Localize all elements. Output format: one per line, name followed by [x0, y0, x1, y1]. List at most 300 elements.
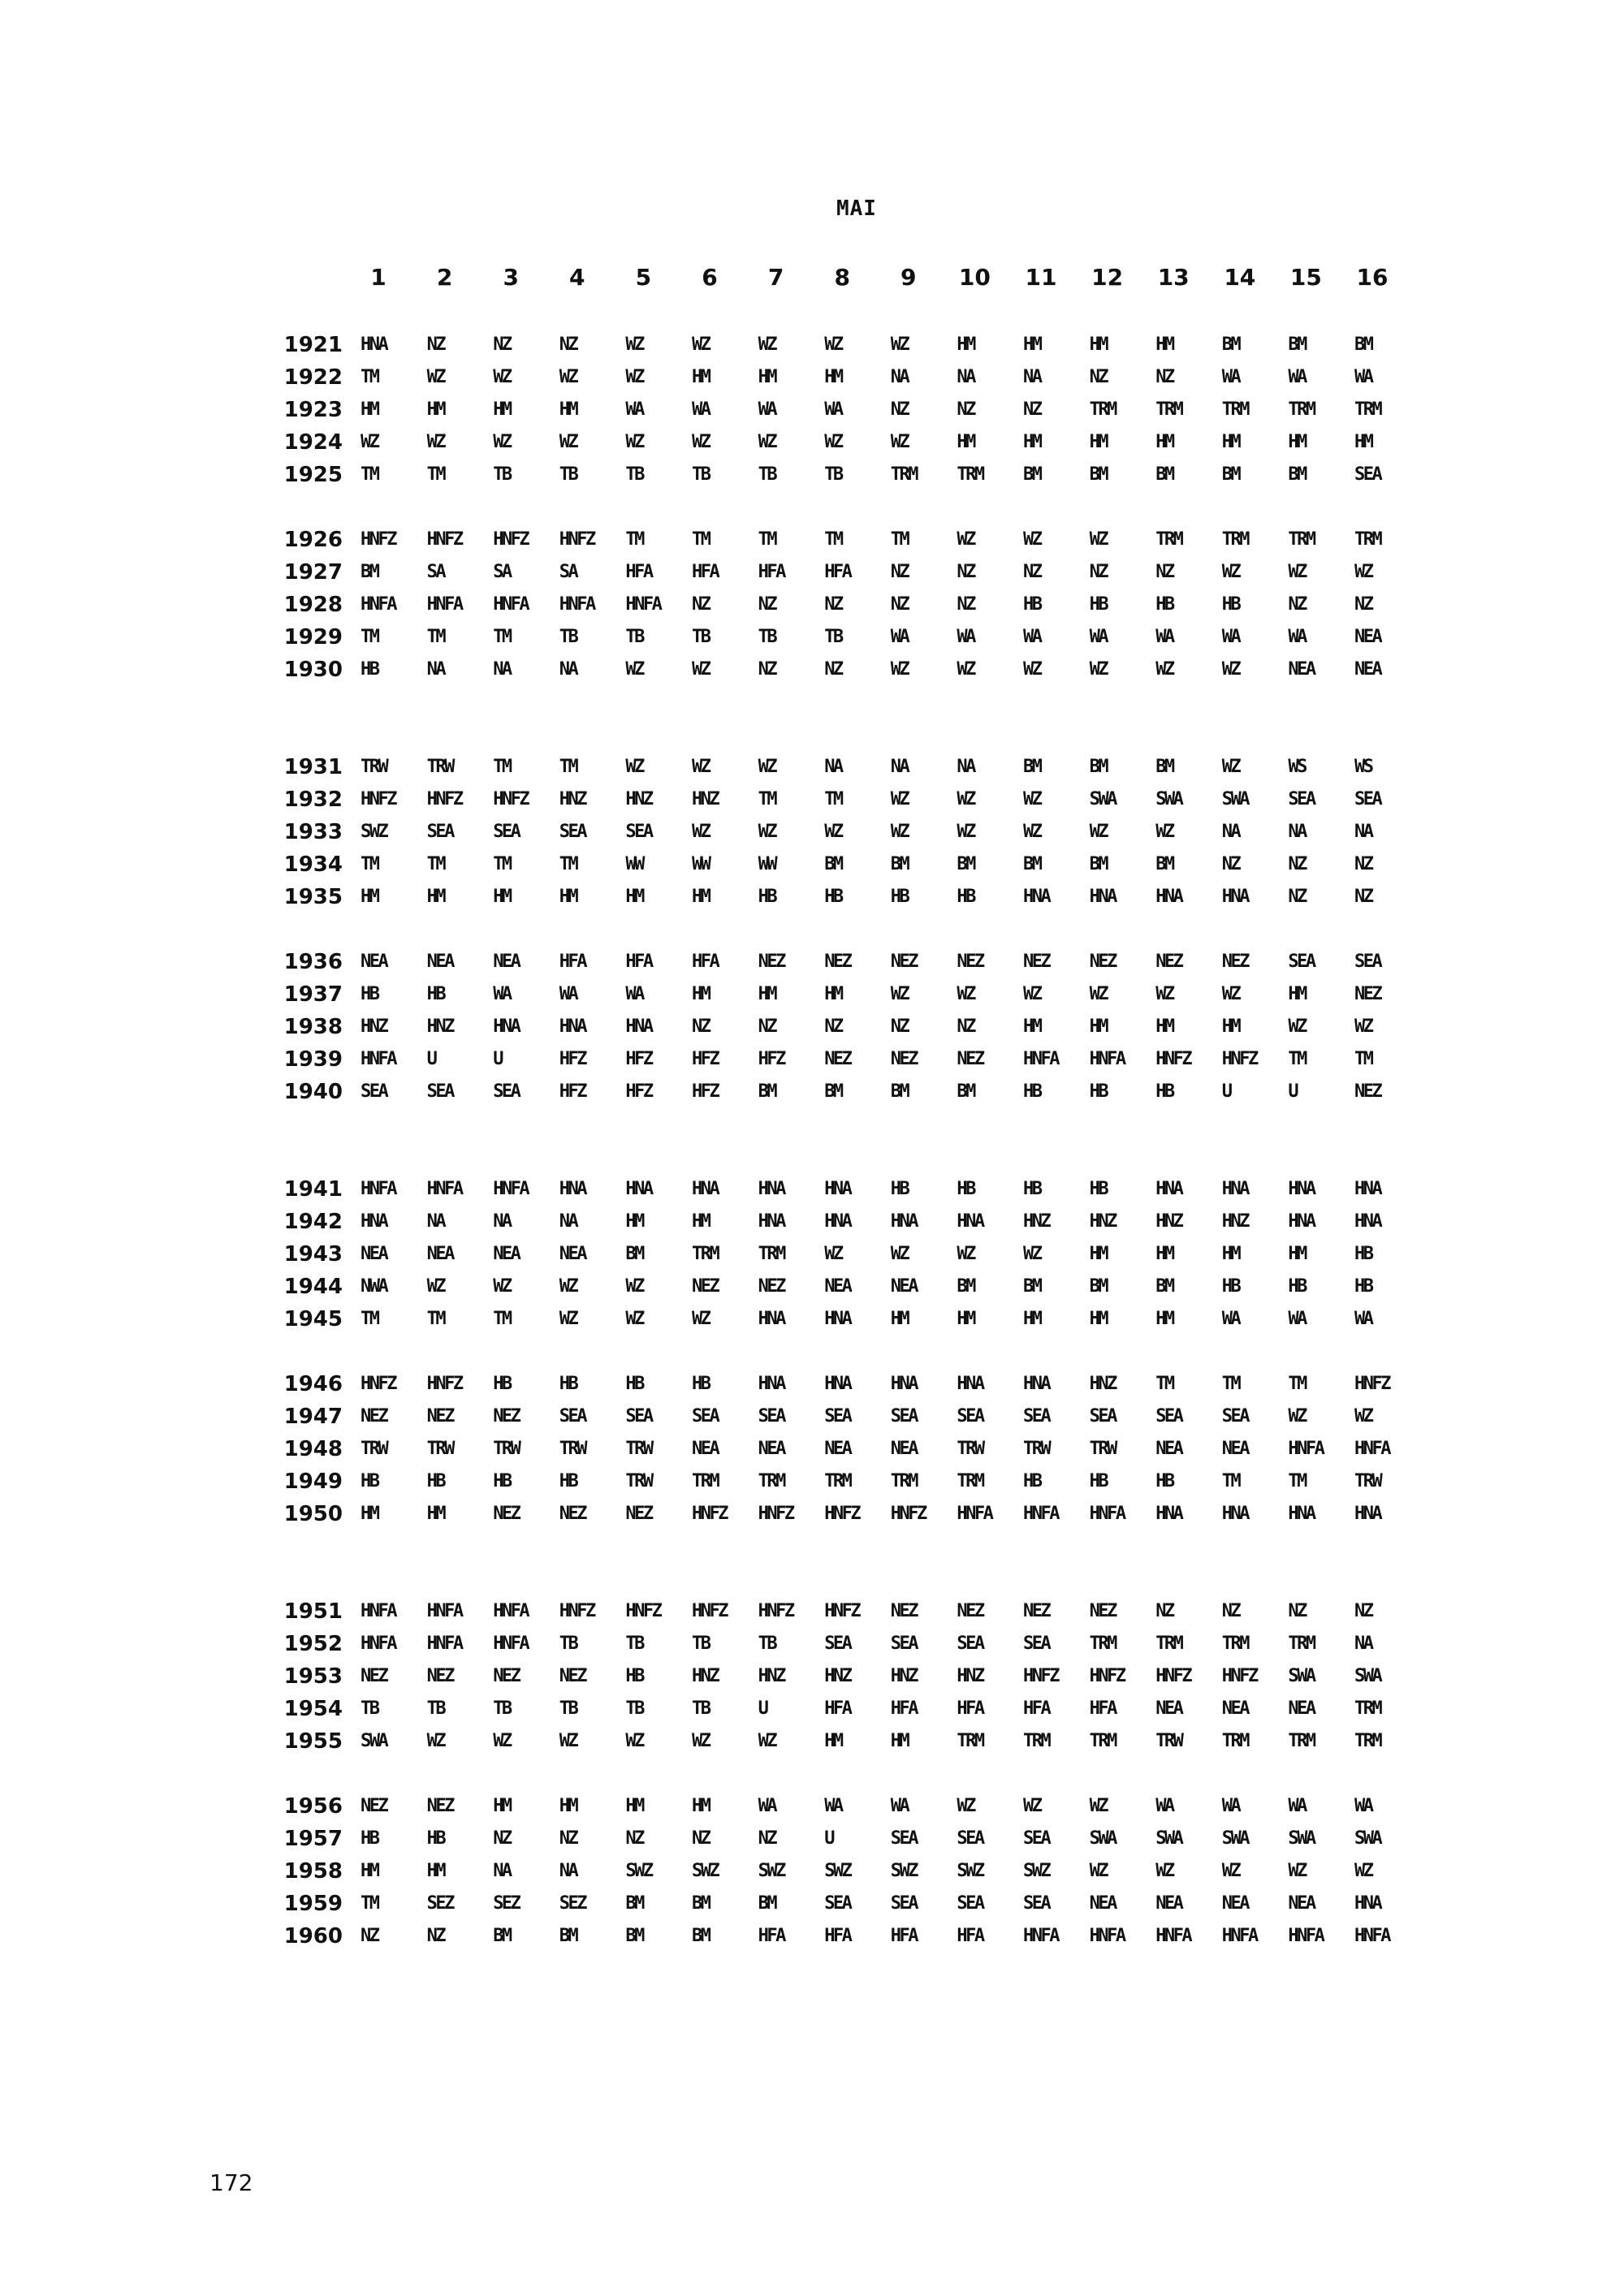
weather-code-cell: WZ [1023, 529, 1041, 550]
weather-code-cell: BM [625, 1244, 643, 1264]
weather-code-cell: HNZ [426, 1016, 453, 1037]
weather-code-cell: WA [1221, 367, 1240, 387]
weather-code-cell: TM [559, 757, 577, 777]
weather-code-cell: SA [493, 562, 511, 582]
weather-code-cell: WZ [758, 757, 776, 777]
weather-code-cell: HNFZ [426, 1374, 462, 1394]
weather-code-cell: BM [493, 1926, 511, 1946]
weather-code-cell: SEA [692, 1406, 719, 1426]
weather-code-cell: HNA [1288, 1211, 1315, 1232]
table-row [0, 885, 1624, 917]
weather-code-cell: BM [824, 854, 842, 874]
weather-code-cell: HNA [692, 1179, 719, 1199]
weather-code-cell: HM [625, 1796, 643, 1816]
weather-code-cell: HNFA [426, 1179, 462, 1199]
weather-code-cell: WZ [1221, 984, 1240, 1004]
weather-code-cell: HB [361, 659, 378, 680]
weather-code-cell: HNA [1288, 1504, 1315, 1524]
year-label: 1921 [283, 333, 343, 357]
weather-code-cell: WZ [493, 1731, 511, 1751]
weather-code-cell: TRW [361, 757, 387, 777]
weather-code-cell: NEZ [493, 1406, 520, 1426]
weather-code-cell: HB [426, 1471, 445, 1491]
weather-code-cell: WZ [692, 432, 710, 452]
weather-code-cell: HFZ [625, 1081, 652, 1102]
weather-code-cell: WZ [1288, 1861, 1306, 1881]
weather-code-cell: WZ [493, 367, 511, 387]
table-row [0, 950, 1624, 982]
weather-code-cell: NEZ [361, 1406, 387, 1426]
weather-code-cell: SEA [1354, 789, 1381, 809]
weather-code-cell: SEA [493, 822, 520, 842]
weather-code-cell: BM [1023, 464, 1041, 485]
weather-code-cell: NZ [426, 1926, 445, 1946]
weather-code-cell: NEZ [426, 1406, 453, 1426]
weather-code-cell: HNA [758, 1374, 784, 1394]
weather-code-cell: HM [824, 367, 842, 387]
weather-code-cell: NZ [758, 594, 776, 615]
weather-code-cell: HB [361, 984, 378, 1004]
day-number: 5 [635, 264, 652, 291]
weather-code-cell: HB [426, 1828, 445, 1849]
weather-code-cell: SEA [1288, 789, 1315, 809]
weather-code-cell: HM [1023, 1309, 1041, 1329]
weather-code-cell: NEZ [1023, 952, 1050, 972]
weather-code-cell: WZ [692, 1731, 710, 1751]
weather-code-cell: HFA [559, 952, 586, 972]
weather-code-cell: HM [1288, 984, 1306, 1004]
weather-code-cell: TB [758, 1634, 776, 1654]
weather-code-cell: HM [426, 887, 445, 907]
weather-code-cell: HNFA [361, 1179, 395, 1199]
weather-code-cell: NEZ [559, 1504, 586, 1524]
year-label: 1927 [283, 560, 343, 585]
table-row [0, 1729, 1624, 1762]
year-label: 1938 [283, 1015, 343, 1039]
weather-code-cell: NA [426, 659, 445, 680]
weather-code-cell: NEZ [824, 952, 851, 972]
weather-code-cell: NEZ [824, 1049, 851, 1069]
weather-code-cell: SWZ [692, 1861, 719, 1881]
weather-code-cell: NZ [1288, 594, 1306, 615]
weather-code-cell: WZ [1221, 659, 1240, 680]
year-label: 1944 [283, 1275, 343, 1299]
weather-code-cell: TM [361, 627, 378, 647]
weather-code-cell: TRM [1288, 1731, 1315, 1751]
weather-code-cell: HNZ [957, 1666, 983, 1686]
weather-code-cell: BM [957, 854, 974, 874]
weather-code-cell: SEA [957, 1634, 983, 1654]
weather-code-cell: HFA [957, 1926, 983, 1946]
weather-code-cell: HFZ [758, 1049, 784, 1069]
weather-code-cell: BM [1288, 464, 1306, 485]
weather-code-cell: SEA [1023, 1828, 1050, 1849]
weather-code-cell: HM [1089, 1016, 1108, 1037]
day-number: 1 [370, 264, 387, 291]
weather-code-cell: WZ [824, 432, 842, 452]
weather-code-cell: TRW [426, 757, 453, 777]
weather-code-cell: NEA [426, 952, 453, 972]
day-number: 13 [1157, 264, 1190, 291]
weather-code-cell: WA [1354, 1796, 1372, 1816]
weather-code-cell: NEA [1354, 627, 1381, 647]
weather-code-cell: TM [426, 1309, 445, 1329]
table-row [0, 528, 1624, 560]
table-row [0, 1827, 1624, 1859]
weather-code-cell: HM [1221, 1244, 1240, 1264]
weather-code-cell: WA [824, 1796, 842, 1816]
weather-code-cell: NZ [692, 594, 710, 615]
weather-code-cell: NA [957, 757, 974, 777]
page-number: 172 [209, 2169, 253, 2196]
weather-code-cell: HFZ [559, 1049, 586, 1069]
weather-code-cell: WZ [1089, 659, 1108, 680]
weather-code-cell: HM [493, 399, 511, 420]
weather-code-cell: WZ [559, 1276, 577, 1297]
weather-code-cell: TM [361, 1893, 378, 1914]
table-row [0, 430, 1624, 463]
weather-code-cell: NZ [559, 1828, 577, 1849]
weather-code-cell: TM [493, 757, 511, 777]
year-label: 1941 [283, 1177, 343, 1202]
weather-code-cell: HM [824, 1731, 842, 1751]
weather-code-cell: WZ [890, 432, 909, 452]
weather-code-cell: NZ [692, 1828, 710, 1849]
weather-code-cell: HNA [1288, 1179, 1315, 1199]
weather-code-cell: TB [692, 627, 710, 647]
weather-code-cell: TB [824, 627, 842, 647]
weather-code-cell: HNA [1023, 1374, 1050, 1394]
weather-code-cell: NEA [1221, 1439, 1249, 1459]
weather-code-cell: HFA [625, 952, 652, 972]
year-label: 1933 [283, 820, 343, 844]
weather-code-cell: TB [824, 464, 842, 485]
weather-code-cell: TB [559, 1634, 577, 1654]
weather-code-cell: HNA [1155, 1504, 1182, 1524]
weather-code-cell: NZ [625, 1828, 643, 1849]
weather-code-cell: HNFZ [1354, 1374, 1389, 1394]
weather-code-cell: WZ [1155, 984, 1173, 1004]
weather-code-cell: NEZ [1089, 952, 1116, 972]
weather-code-cell: NA [559, 659, 577, 680]
weather-code-cell: NEA [1288, 1698, 1315, 1719]
weather-code-cell: HNA [957, 1211, 983, 1232]
weather-code-cell: SEA [1354, 952, 1381, 972]
weather-code-cell: WZ [1221, 1861, 1240, 1881]
weather-code-cell: HB [890, 1179, 909, 1199]
year-label: 1930 [283, 658, 343, 682]
weather-code-cell: WZ [890, 334, 909, 355]
weather-code-cell: WZ [692, 822, 710, 842]
weather-code-cell: WZ [957, 984, 974, 1004]
weather-code-cell: HNZ [361, 1016, 387, 1037]
weather-code-cell: WA [1288, 1796, 1306, 1816]
weather-code-cell: TM [493, 1309, 511, 1329]
weather-code-cell: NZ [1089, 562, 1108, 582]
table-row [0, 1892, 1624, 1924]
weather-code-cell: HNFZ [426, 789, 462, 809]
weather-code-cell: SEA [625, 1406, 652, 1426]
weather-code-cell: HNZ [559, 789, 586, 809]
weather-code-cell: WZ [426, 367, 445, 387]
weather-code-cell: NZ [1155, 562, 1173, 582]
weather-code-cell: TB [758, 464, 776, 485]
weather-code-cell: HNA [824, 1374, 851, 1394]
year-label: 1955 [283, 1729, 343, 1754]
table-row [0, 1015, 1624, 1047]
weather-code-cell: HFA [758, 1926, 784, 1946]
weather-code-cell: SEA [1354, 464, 1381, 485]
table-row [0, 788, 1624, 820]
weather-code-cell: HM [361, 1861, 378, 1881]
weather-code-cell: TRW [493, 1439, 520, 1459]
weather-code-cell: TM [758, 529, 776, 550]
weather-code-cell: NEZ [890, 1601, 918, 1621]
weather-code-cell: HM [692, 1211, 710, 1232]
weather-code-cell: WW [625, 854, 643, 874]
year-label: 1957 [283, 1827, 343, 1851]
weather-code-cell: SEA [559, 822, 586, 842]
weather-code-cell: NEA [1089, 1893, 1116, 1914]
year-label: 1939 [283, 1047, 343, 1072]
weather-code-cell: WZ [1354, 1406, 1372, 1426]
year-label: 1932 [283, 788, 343, 812]
weather-code-cell: WZ [625, 432, 643, 452]
weather-code-cell: HB [758, 887, 776, 907]
year-label: 1943 [283, 1242, 343, 1267]
table-row [0, 1470, 1624, 1502]
weather-code-cell: WZ [890, 789, 909, 809]
weather-code-cell: TRW [625, 1439, 652, 1459]
weather-code-cell: TB [692, 1698, 710, 1719]
weather-code-cell: SWA [1221, 789, 1249, 809]
table-row [0, 333, 1624, 365]
weather-code-cell: WA [957, 627, 974, 647]
weather-code-cell: BM [692, 1893, 710, 1914]
weather-code-cell: HNA [361, 1211, 387, 1232]
table-row [0, 1177, 1624, 1210]
weather-code-cell: TRM [1155, 1634, 1182, 1654]
weather-code-cell: TM [1288, 1471, 1306, 1491]
weather-code-cell: BM [1023, 854, 1041, 874]
table-row [0, 1924, 1624, 1957]
weather-code-cell: TM [824, 789, 842, 809]
weather-code-cell: NZ [758, 659, 776, 680]
weather-code-cell: HB [1221, 1276, 1240, 1297]
weather-code-cell: TRM [1089, 1634, 1116, 1654]
weather-code-cell: U [1221, 1081, 1231, 1102]
table-row [0, 1242, 1624, 1275]
weather-code-cell: WZ [559, 1309, 577, 1329]
weather-code-cell: SEA [1221, 1406, 1249, 1426]
weather-code-cell: HNFA [426, 594, 462, 615]
weather-code-cell: HNFA [361, 1049, 395, 1069]
table-row [0, 755, 1624, 788]
weather-code-cell: HM [1354, 432, 1372, 452]
weather-code-cell: HNFA [493, 1601, 529, 1621]
weather-code-cell: HNFA [957, 1504, 992, 1524]
year-label: 1929 [283, 625, 343, 650]
weather-code-cell: BM [1221, 334, 1240, 355]
day-number: 16 [1356, 264, 1389, 291]
weather-code-cell: SEA [426, 1081, 453, 1102]
weather-code-cell: NEZ [625, 1504, 652, 1524]
weather-code-cell: WW [758, 854, 776, 874]
weather-code-cell: WZ [957, 529, 974, 550]
year-label: 1945 [283, 1307, 343, 1331]
weather-code-cell: WA [1023, 627, 1041, 647]
weather-code-cell: TB [426, 1698, 445, 1719]
weather-code-cell: HM [559, 887, 577, 907]
weather-code-cell: BM [1155, 1276, 1173, 1297]
weather-code-cell: BM [1155, 854, 1173, 874]
weather-code-cell: HNFZ [692, 1601, 727, 1621]
weather-code-cell: BM [957, 1276, 974, 1297]
weather-code-cell: TM [1221, 1374, 1240, 1394]
weather-code-cell: SEA [625, 822, 652, 842]
weather-code-cell: NA [1354, 1634, 1372, 1654]
weather-code-cell: WS [1288, 757, 1306, 777]
day-header-row [0, 264, 1624, 296]
weather-code-cell: HNFA [426, 1601, 462, 1621]
weather-code-cell: NEA [1354, 659, 1381, 680]
weather-code-cell: SWZ [890, 1861, 918, 1881]
weather-code-cell: NEA [890, 1439, 918, 1459]
weather-code-cell: SEA [824, 1406, 851, 1426]
weather-code-cell: TB [625, 627, 643, 647]
weather-code-cell: BM [1089, 757, 1108, 777]
weather-code-cell: HNZ [1023, 1211, 1050, 1232]
weather-code-cell: WA [1221, 627, 1240, 647]
weather-code-cell: HFA [957, 1698, 983, 1719]
weather-code-cell: SEZ [559, 1893, 586, 1914]
weather-code-cell: HNFA [1089, 1504, 1125, 1524]
weather-code-cell: HB [692, 1374, 710, 1394]
weather-code-cell: HNFZ [758, 1504, 793, 1524]
weather-code-cell: HB [1089, 594, 1108, 615]
weather-code-cell: HNA [758, 1179, 784, 1199]
weather-code-cell: WZ [625, 1731, 643, 1751]
table-row [0, 398, 1624, 430]
weather-code-cell: HM [1155, 432, 1173, 452]
weather-code-cell: WA [824, 399, 842, 420]
weather-code-cell: TM [361, 854, 378, 874]
weather-code-cell: SEA [824, 1634, 851, 1654]
weather-code-cell: TM [1354, 1049, 1372, 1069]
weather-code-cell: SWA [1288, 1666, 1315, 1686]
weather-code-cell: WZ [890, 659, 909, 680]
weather-code-cell: WZ [1023, 822, 1041, 842]
weather-code-cell: WZ [957, 789, 974, 809]
weather-code-cell: HM [758, 984, 776, 1004]
table-row [0, 365, 1624, 398]
weather-code-cell: TB [625, 1634, 643, 1654]
weather-code-cell: HM [758, 367, 776, 387]
weather-code-cell: WZ [1221, 562, 1240, 582]
weather-code-cell: HM [957, 1309, 974, 1329]
weather-code-cell: HB [493, 1471, 511, 1491]
weather-code-cell: HNFA [361, 594, 395, 615]
weather-code-cell: WZ [692, 757, 710, 777]
weather-code-cell: SEA [361, 1081, 387, 1102]
year-label: 1924 [283, 430, 343, 455]
weather-code-cell: WZ [426, 1731, 445, 1751]
weather-code-cell: SEZ [493, 1893, 520, 1914]
weather-code-cell: NEZ [692, 1276, 719, 1297]
weather-code-cell: WA [1155, 1796, 1173, 1816]
weather-code-cell: TRM [1354, 529, 1381, 550]
weather-code-cell: NEZ [493, 1504, 520, 1524]
weather-code-cell: HB [1354, 1244, 1372, 1264]
weather-code-cell: WZ [692, 1309, 710, 1329]
year-label: 1948 [283, 1437, 343, 1461]
weather-code-cell: WZ [758, 432, 776, 452]
weather-code-cell: HNA [559, 1179, 586, 1199]
weather-code-cell: TRM [957, 1731, 983, 1751]
weather-code-cell: HNFZ [493, 529, 529, 550]
weather-code-cell: NEZ [758, 952, 784, 972]
weather-code-cell: HM [361, 1504, 378, 1524]
day-number: 4 [569, 264, 585, 291]
weather-code-cell: WZ [1089, 984, 1108, 1004]
year-label: 1958 [283, 1859, 343, 1884]
weather-code-cell: HB [890, 887, 909, 907]
weather-code-cell: NEA [361, 952, 387, 972]
weather-code-cell: HNA [1354, 1211, 1381, 1232]
weather-code-cell: HM [559, 399, 577, 420]
weather-code-cell: TRM [1354, 399, 1381, 420]
weather-code-cell: WA [1288, 367, 1306, 387]
year-label: 1926 [283, 528, 343, 552]
weather-code-cell: HNFA [1089, 1926, 1125, 1946]
weather-code-cell: HM [493, 1796, 511, 1816]
weather-code-cell: NA [1288, 822, 1306, 842]
weather-code-cell: HM [692, 367, 710, 387]
weather-code-cell: TB [559, 464, 577, 485]
weather-code-cell: TRW [625, 1471, 652, 1491]
weather-code-cell: TM [625, 529, 643, 550]
weather-code-cell: HNA [1354, 1179, 1381, 1199]
weather-code-cell: SEA [1023, 1406, 1050, 1426]
weather-code-cell: WA [1288, 1309, 1306, 1329]
weather-code-cell: HNA [890, 1211, 918, 1232]
weather-code-cell: NZ [957, 594, 974, 615]
weather-code-cell: HB [1288, 1276, 1306, 1297]
weather-code-cell: TRM [1155, 529, 1182, 550]
weather-code-cell: TRW [559, 1439, 586, 1459]
weather-code-cell: HNFA [1023, 1504, 1058, 1524]
weather-code-cell: HNFZ [559, 529, 594, 550]
weather-code-cell: NA [1221, 822, 1240, 842]
weather-code-cell: HNA [1354, 1504, 1381, 1524]
weather-code-cell: TRM [758, 1244, 784, 1264]
weather-code-cell: SWZ [758, 1861, 784, 1881]
weather-code-cell: BM [1288, 334, 1306, 355]
weather-code-cell: HNZ [692, 1666, 719, 1686]
weather-code-cell: WZ [625, 1276, 643, 1297]
day-number: 11 [1025, 264, 1057, 291]
weather-code-cell: HNZ [625, 789, 652, 809]
table-row [0, 1502, 1624, 1534]
weather-code-cell: WA [1155, 627, 1173, 647]
weather-code-cell: NEZ [361, 1796, 387, 1816]
weather-code-cell: WZ [1288, 1016, 1306, 1037]
weather-code-cell: NEA [426, 1244, 453, 1264]
table-row [0, 560, 1624, 593]
weather-code-cell: NZ [1288, 887, 1306, 907]
table-row [0, 982, 1624, 1015]
weather-code-cell: U [1288, 1081, 1298, 1102]
